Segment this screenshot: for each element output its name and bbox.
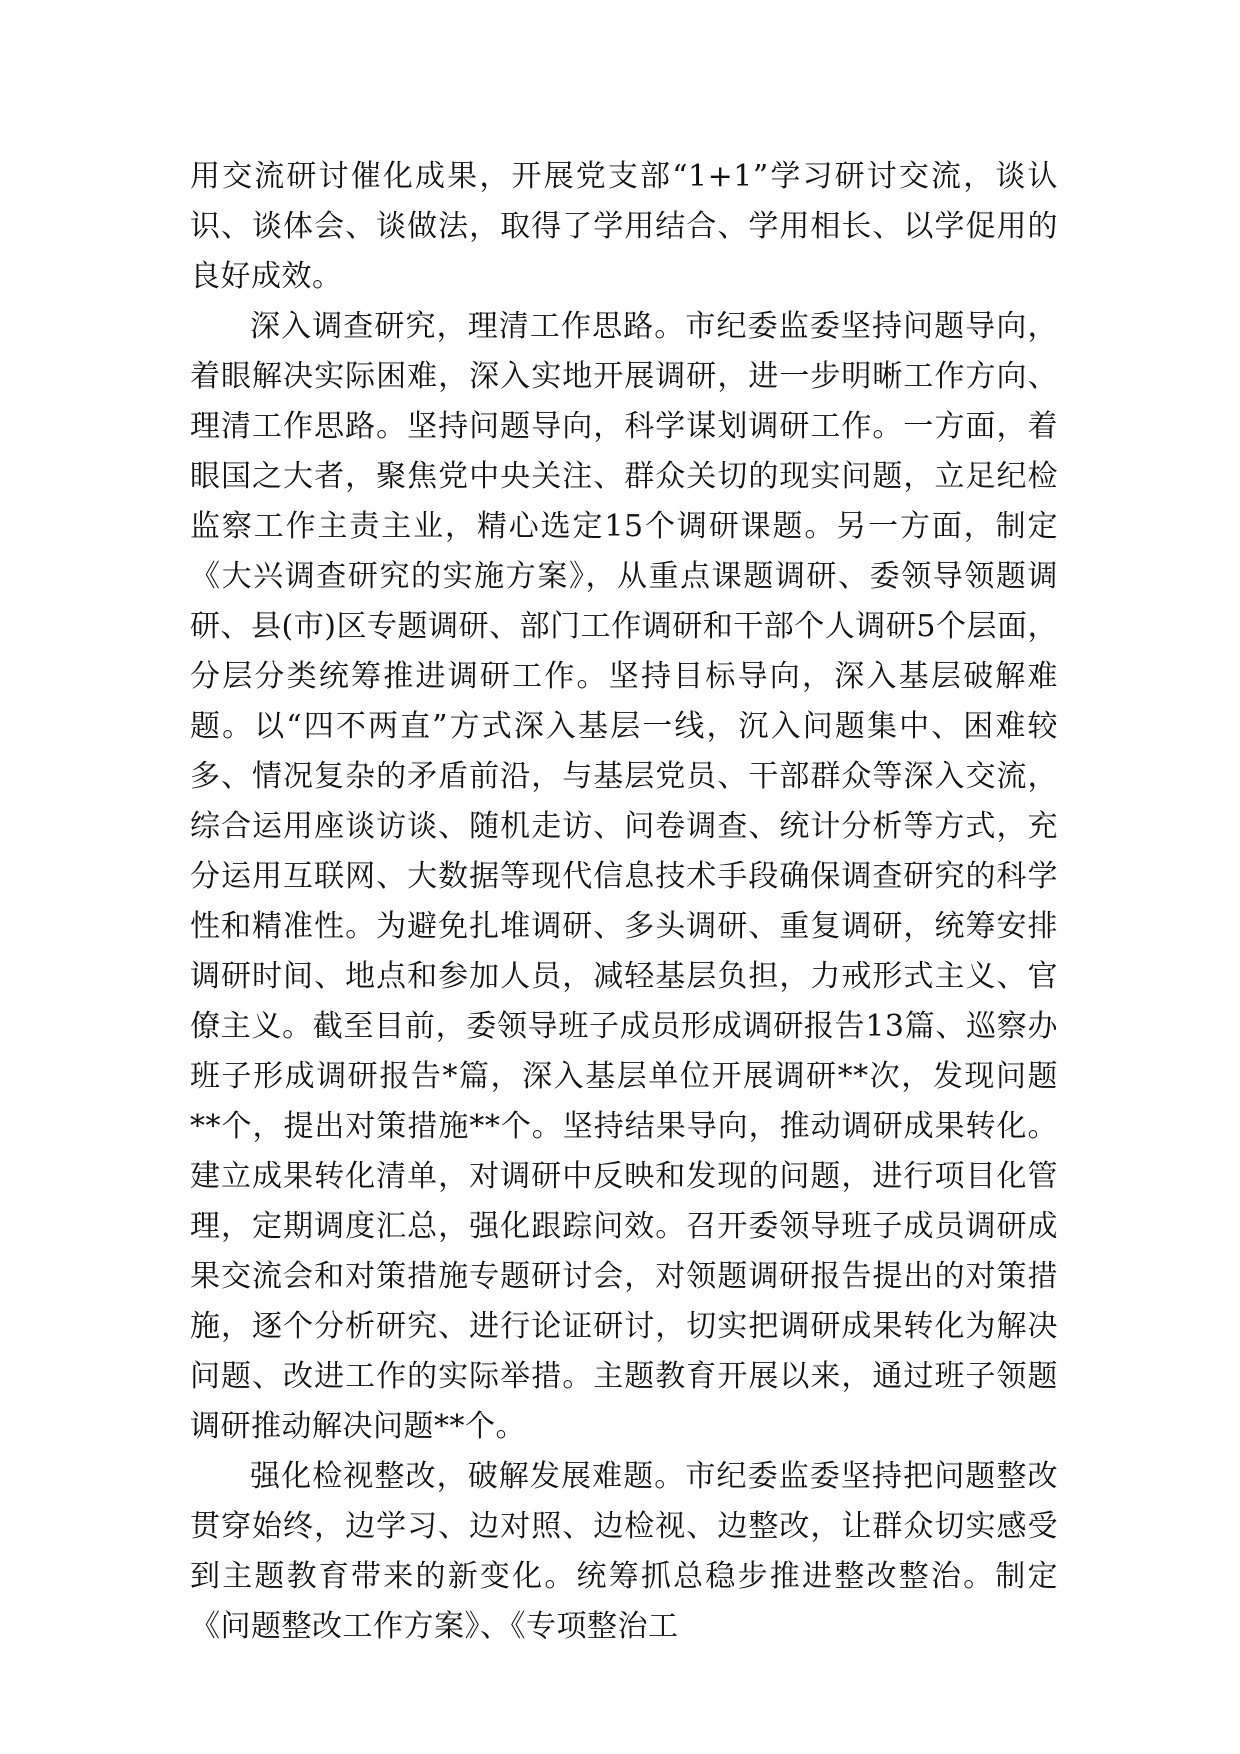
paragraph-rectification: 强化检视整改，破解发展难题。市纪委监委坚持把问题整改贯穿始终，边学习、边对照、边检视、边整改，让群众切实感受到主题教育带来的新变化。统筹抓总稳步推进整改整治。制定《问题整改工作方案》、《专项整治工	[190, 1459, 1058, 1644]
document-body	[190, 152, 1058, 1652]
paragraph-continuation: 用交流研讨催化成果，开展党支部“1+1”学习研讨交流，谈认识、谈体会、谈做法，取得了学用结合、学用相长、以学促用的良好成效。	[190, 159, 1058, 294]
paragraph-research: 深入调查研究，理清工作思路。市纪委监委坚持问题导向，着眼解决实际困难，深入实地开展调研，进一步明晰工作方向、理清工作思路。坚持问题导向，科学谋划调研工作。一方面，着眼国之大者，聚焦党中央关注、群众关切的现实问题，立足纪检监察工作主责主业，精心选定15个调研课题。另一方面，制定《大兴调查研究的实施方案》，从重点课题调研、委领导领题调研、县(市)区专题调研、部门工作调研和干部个人调研5个层面，分层分类统筹推进调研工作。坚持目标导向，深入基层破解难题。以“四不两直”方式深入基层一线，沉入问题集中、困难较多、情况复杂的矛盾前沿，与基层党员、干部群众等深入交流，综合运用座谈访谈、随机走访、问卷调查、统计分析等方式，充分运用互联网、大数据等现代信息技术手段确保调查研究的科学性和精准性。为避免扎堆调研、多头调研、重复调研，统筹安排调研时间、地点和参加人员，减轻基层负担，力戒形式主义、官僚主义。截至目前，委领导班子成员形成调研报告13篇、巡察办班子形成调研报告*篇，深入基层单位开展调研**次，发现问题**个，提出对策措施**个。坚持结果导向，推动调研成果转化。建立成果转化清单，对调研中反映和发现的问题，进行项目化管理，定期调度汇总，强化跟踪问效。召开委领导班子成员调研成果交流会和对策措施专题研讨会，对领题调研报告提出的对策措施，逐个分析研究、进行论证研讨，切实把调研成果转化为解决问题、改进工作的实际举措。主题教育开展以来，通过班子领题调研推动解决问题**个。	[190, 309, 1058, 1444]
